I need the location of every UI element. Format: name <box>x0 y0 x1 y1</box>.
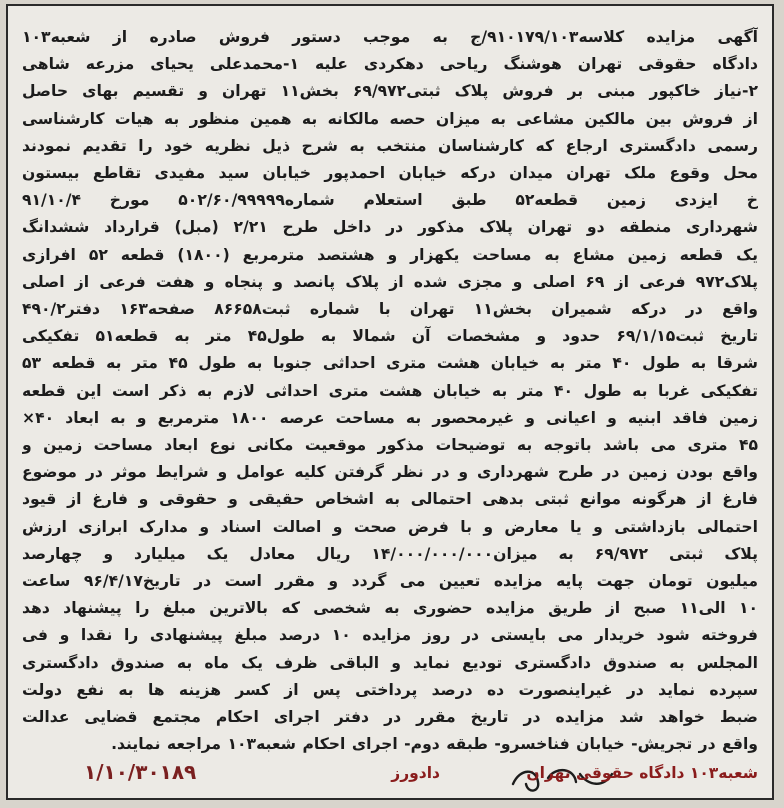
notice-line: فارغ از هرگونه موانع ثبتی بدهی احتمالی به اشخاص حقیقی و حقوقی و فارغ از قیود <box>22 490 758 509</box>
notice-line: سپرده نماید در غیراینصورت ده درصد پرداختی پس از کسر هزینه ها به نفع دولت <box>22 680 758 699</box>
notice-line: تاریخ ثبت۶۹/۱/۱۵ حدود و مشخصات آن شمالا به طول۴۵ متر به قطعه۵۱ تفکیکی <box>22 327 758 346</box>
notice-line: واقع بودن زمین در طرح شهرداری و در نظر گرفتن کلیه عوامل و شرایط موثر در موضوع <box>22 463 758 482</box>
notice-line: خ ایزدی زمین قطعه۵۲ طبق استعلام شماره۵۰۲/۶۰/۹۹۹۹۹ مورخ ۹۱/۱۰/۴ <box>22 191 758 210</box>
notice-line: محل وقوع ملک تهران میدان درکه خیابان احمدپور خیابان سید مفیدی تقاطع بیستون <box>22 164 758 183</box>
newspaper-clipping <box>6 4 774 800</box>
notice-line: واقع در درکه شمیران بخش۱۱ تهران با شماره ثبت۸۶۶۵۸ صفحه۱۶۳ دفتر۴۹۰/۲ <box>22 300 758 319</box>
signer-role: دادورز <box>391 764 440 782</box>
notice-line: یک قطعه زمین مشاع به مساحت یکهزار و هشتصد مترمربع (۱۸۰۰) قطعه ۵۲ افرازی <box>22 245 758 264</box>
notice-line: زمین فاقد ابنیه و اعیانی و غیرمحصور به مساحت عرصه ۱۸۰۰ مترمربع و به ابعاد ۴۰× <box>22 408 758 427</box>
notice-line: واقع در تجریش- خیابان فناخسرو- طبقه دوم- اجرای احکام شعبه۱۰۳ مراجعه نمایند. <box>111 735 758 754</box>
notice-line: فروخته شود خریدار می بایستی در روز مزایده ۱۰ درصد مبلغ پیشنهادی را نقدا و فی <box>22 626 758 645</box>
notice-line: ضبط خواهد شد مزایده در تاریخ مقرر در دفتر اجرای احکام مجتمع قضایی عدالت <box>22 708 758 727</box>
notice-line: ۲-نیاز خاکپور مبنی بر فروش پلاک ثبتی۶۹/۹۷۲ بخش۱۱ تهران و تقسیم بهای حاصل <box>22 82 758 101</box>
notice-line: از فروش بین مالکین مشاعی به میزان حصه مالکانه به همین منظور به هیات کارشناسی <box>22 109 758 128</box>
ad-code: ۱/۱۰/۳۰۱۸۹ <box>84 760 197 784</box>
notice-line: ۱۰ الی۱۱ صبح از طریق مزایده حضوری به شخصی که بالاترین مبلغ را پیشنهاد دهد <box>22 599 758 618</box>
notice-line: شرقا به طول ۴۰ متر به خیابان هشت متری احداثی جنوبا به طول ۴۵ متر به قطعه ۵۳ <box>22 354 758 373</box>
notice-line: پلاک۹۷۲ فرعی از ۶۹ اصلی و مجزی شده از پلاک پانصد و پنجاه و هفت فرعی از اصلی <box>22 272 758 291</box>
notice-line: احتمالی بازداشتی و یا معارض و با فرض صحت و اصالت اسناد و مدارک ابرازی ارزش <box>22 517 758 536</box>
notice-footer <box>22 760 758 790</box>
notice-line: میلیون تومان جهت پایه مزایده تعیین می گردد و مقرر است در تاریخ۹۶/۴/۱۷ ساعت <box>22 572 758 591</box>
notice-line: دادگاه حقوقی تهران هوشنگ ریاحی دهکردی علیه ۱-محمدعلی یحیای مزرعه شاهی <box>22 55 758 74</box>
notice-line: رسمی دادگستری ارجاع که کارشناسان منتخب به شرح ذیل نظریه خود را تقدیم نمودند <box>22 136 758 155</box>
notice-line: المجلس به صندوق دادگستری تودیع نماید و الباقی ظرف یک ماه به صندوق دادگستری <box>22 653 758 672</box>
auction-notice-body <box>22 24 758 758</box>
notice-line: تفکیکی غربا به طول ۴۰ متر به خیابان هشت متری احداثی لازم به ذکر است این قطعه <box>22 381 758 400</box>
notice-line: پلاک ثبتی ۶۹/۹۷۲ به میزان۱۴/۰۰۰/۰۰۰/۰۰۰ ریال معادل یک میلیارد و چهارصد <box>22 544 758 563</box>
notice-line: شهرداری منطقه دو تهران پلاک مذکور در داخل طرح ۲/۲۱ (مبل) قرارداد ششدانگ <box>22 218 758 237</box>
notice-line: آگهی مزایده کلاسه۹۱۰۱۷۹/۱۰۳/ج به موجب دستور فروش صادره از شعبه۱۰۳ <box>22 28 758 46</box>
issuing-court: شعبه۱۰۳ دادگاه حقوقی تهران <box>526 764 758 782</box>
notice-line: ۴۵ متری می باشد باتوجه به توضیحات مذکور موقعیت مکانی نوع ابعاد مساحت زمین و <box>22 436 758 455</box>
